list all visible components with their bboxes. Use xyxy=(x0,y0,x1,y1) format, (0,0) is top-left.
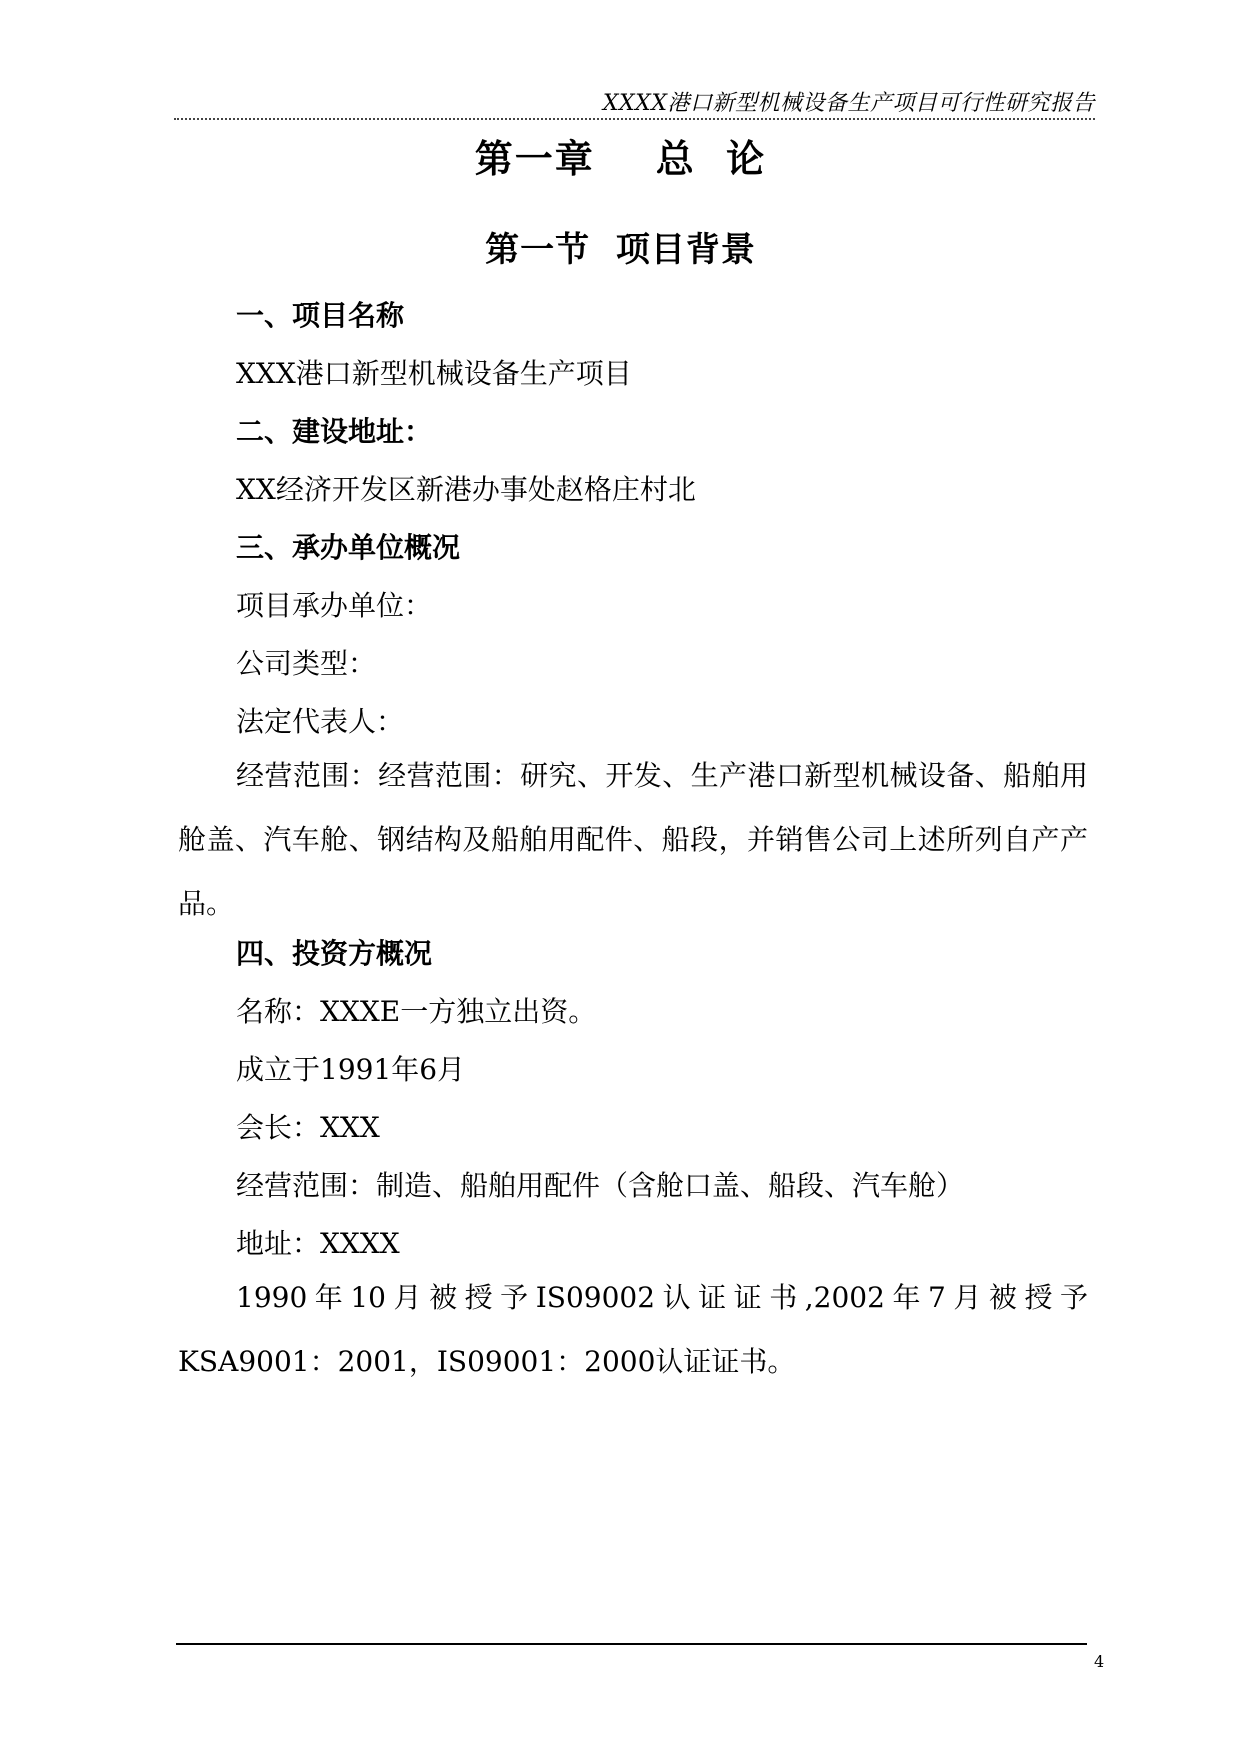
certification-paragraph: 1990年10月被授予IS09002认证证书,2002年7月被授予KSA9001：2001，IS09001：2000认证证书。 xyxy=(178,1281,1088,1378)
heading-host-unit: 三、承办单位概况 xyxy=(236,531,461,564)
legal-representative-field: 法定代表人： xyxy=(236,705,405,738)
heading-project-name: 一、项目名称 xyxy=(236,299,405,332)
founded-text: 成立于1991年6月 xyxy=(236,1053,466,1086)
investor-scope-text: 经营范围：制造、船舶用配件（含舱口盖、船段、汽车舱） xyxy=(236,1169,965,1202)
section-title: 第一节 项目背景 xyxy=(485,230,756,270)
site-address-text: XX经济开发区新港办事处赵格庄村北 xyxy=(236,473,696,506)
footer-divider xyxy=(176,1643,1087,1645)
chapter-title: 第一章 总 论 xyxy=(474,136,767,181)
business-scope-paragraph: 经营范围：经营范围：研究、开发、生产港口新型机械设备、船舶用舱盖、汽车舱、钢结构及船舶用配件、船段，并销售公司上述所列自产产品。 xyxy=(178,759,1088,920)
host-unit-field: 项目承办单位： xyxy=(236,589,433,622)
chairman-text: 会长：XXX xyxy=(236,1111,380,1144)
heading-investor: 四、投资方概况 xyxy=(236,937,433,970)
running-header: XXXX港口新型机械设备生产项目可行性研究报告 xyxy=(602,91,1095,116)
heading-site-address: 二、建设地址： xyxy=(236,415,433,448)
page-number: 4 xyxy=(1094,1652,1105,1671)
header-divider xyxy=(174,118,1095,120)
project-name-text: XXX港口新型机械设备生产项目 xyxy=(236,357,632,390)
investor-address-text: 地址：XXXX xyxy=(236,1227,400,1260)
company-type-field: 公司类型： xyxy=(236,647,377,680)
investor-name-text: 名称：XXXE一方独立出资。 xyxy=(236,995,597,1028)
